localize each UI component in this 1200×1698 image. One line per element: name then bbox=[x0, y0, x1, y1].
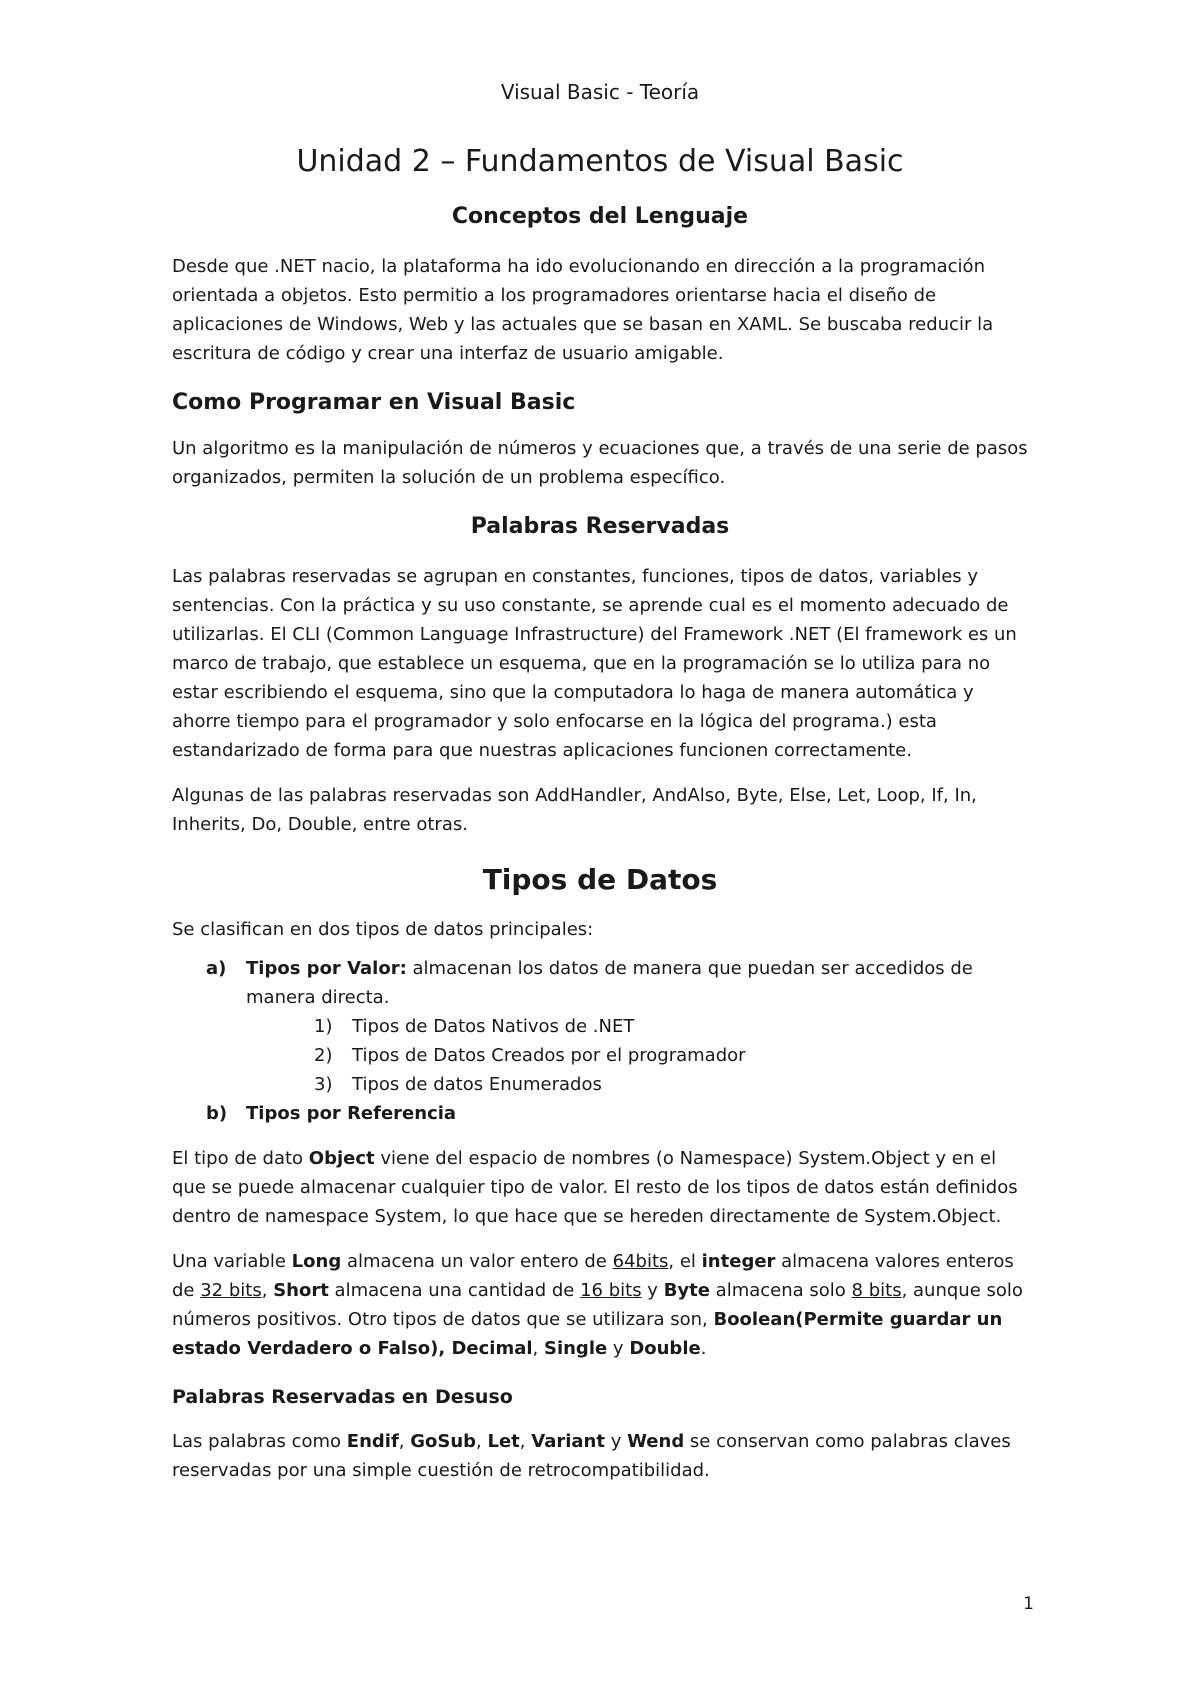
bold-run: Wend bbox=[627, 1431, 685, 1452]
text-run: . bbox=[700, 1338, 707, 1359]
paragraph-como-programar: Un algoritmo es la manipulación de números y ecuaciones que, a través de una serie de pasos organizados, permiten la solución de un problema específico. bbox=[172, 438, 1028, 488]
list-item-bold: Tipos por Referencia bbox=[246, 1103, 457, 1124]
text-run: , aunque solo números positivos. Otro tipos de datos que se utilizara son, bbox=[172, 1280, 1023, 1330]
underline-run: 8 bits bbox=[851, 1280, 902, 1301]
heading-conceptos: Conceptos del Lenguaje bbox=[451, 204, 749, 229]
list-marker: b) bbox=[206, 1103, 228, 1124]
paragraph-long bbox=[172, 1247, 1028, 1363]
text-run: almacena valores enteros de bbox=[172, 1251, 1014, 1301]
list-marker: 2) bbox=[314, 1045, 333, 1066]
bold-run: Byte bbox=[663, 1280, 710, 1301]
bold-run: GoSub bbox=[410, 1431, 477, 1452]
document-body bbox=[172, 78, 1028, 1485]
text-run: Las palabras como bbox=[172, 1431, 347, 1452]
text-run: , el bbox=[668, 1251, 702, 1272]
text-run: y bbox=[607, 1338, 630, 1359]
underline-run: 16 bits bbox=[580, 1280, 642, 1301]
bold-run: Single bbox=[543, 1338, 608, 1359]
bold-run: Object bbox=[308, 1148, 375, 1169]
list-item-bold: Tipos por Valor: bbox=[246, 958, 407, 979]
paragraph-object bbox=[172, 1144, 1028, 1231]
bold-run: Variant bbox=[531, 1431, 605, 1452]
running-header: Visual Basic - Teoría bbox=[500, 80, 700, 104]
bold-run: Double bbox=[629, 1338, 701, 1359]
text-run: , bbox=[476, 1431, 488, 1452]
bold-run: Decimal bbox=[451, 1338, 533, 1359]
list-subitem bbox=[172, 1012, 1028, 1041]
bold-run: integer bbox=[701, 1251, 776, 1272]
paragraph-tipos-intro: Se clasifican en dos tipos de datos principales: bbox=[172, 919, 594, 940]
list-item-text: Tipos de datos Enumerados bbox=[352, 1074, 602, 1095]
heading-palabras-reservadas: Palabras Reservadas bbox=[470, 514, 730, 539]
paragraph-desuso bbox=[172, 1427, 1028, 1485]
text-run: Una variable bbox=[172, 1251, 292, 1272]
bold-run: (Permite guardar un estado Verdadero o Falso), bbox=[172, 1309, 1003, 1359]
heading-desuso: Palabras Reservadas en Desuso bbox=[172, 1386, 513, 1408]
heading-como-programar: Como Programar en Visual Basic bbox=[172, 390, 576, 415]
paragraph-palabras-reservadas-1: Las palabras reservadas se agrupan en constantes, funciones, tipos de datos, variables y sentencias. Con la práctica y su uso constante, se aprende cual es el momento adecuado de utilizarlas. El CLI (Common Language Infrastructure) del Framework .NET (El framework es un marco de trabajo, que establece un esquema, que en la programación se lo utiliza para no estar escribiendo el esquema, sino que la computadora lo haga de manera automática y ahorre tiempo para el programador y solo enfocarse en la lógica del programa.) esta estandarizado de forma para que nuestras aplicaciones funcionen correctamente. bbox=[172, 566, 1017, 761]
list-item-text: Tipos de Datos Nativos de .NET bbox=[352, 1016, 635, 1037]
bold-run: Let bbox=[487, 1431, 520, 1452]
text-run: se conservan como palabras claves reservadas por una simple cuestión de retrocompatibilidad. bbox=[172, 1431, 1011, 1481]
list-item-text: almacenan los datos de manera que puedan ser accedidos de manera directa. bbox=[246, 958, 973, 1008]
text-run: almacena un valor entero de bbox=[341, 1251, 613, 1272]
text-run: , bbox=[398, 1431, 411, 1452]
text-run: y bbox=[641, 1280, 664, 1301]
bold-run: Endif bbox=[346, 1431, 399, 1452]
paragraph-palabras-reservadas-2: Algunas de las palabras reservadas son AddHandler, AndAlso, Byte, Else, Let, Loop, If, In, Inherits, Do, Double, entre otras. bbox=[172, 785, 977, 835]
text-run: viene del espacio de nombres (o Namespace) System.Object y en el que se puede almacenar cualquier tipo de valor. El resto de los tipos de datos están definidos dentro de namespace System, lo que hace que se hereden directamente de System.Object. bbox=[172, 1148, 1018, 1227]
list-item bbox=[172, 954, 1028, 1012]
document-title: Unidad 2 – Fundamentos de Visual Basic bbox=[296, 144, 904, 179]
heading-tipos-datos: Tipos de Datos bbox=[482, 863, 718, 896]
tipos-list bbox=[172, 954, 1028, 1128]
paragraph-conceptos: Desde que .NET nacio, la plataforma ha ido evolucionando en dirección a la programación orientada a objetos. Esto permitio a los programadores orientarse hacia el diseño de aplicaciones de Windows, Web y las actuales que se basan en XAML. Se buscaba reducir la escritura de código y crear una interfaz de usuario amigable. bbox=[172, 256, 994, 364]
list-marker: 3) bbox=[314, 1074, 333, 1095]
text-run: y bbox=[604, 1431, 628, 1452]
text-run: , bbox=[519, 1431, 532, 1452]
underline-run: 64bits bbox=[612, 1251, 669, 1272]
bold-run: Short bbox=[273, 1280, 329, 1301]
text-run: El tipo de dato bbox=[172, 1148, 309, 1169]
bold-run: Boolean bbox=[713, 1309, 796, 1330]
text-run: , bbox=[532, 1338, 544, 1359]
list-subitem bbox=[172, 1041, 1028, 1070]
bold-run: Long bbox=[291, 1251, 342, 1272]
text-run: almacena solo bbox=[709, 1280, 852, 1301]
page-number: 1 bbox=[1023, 1594, 1034, 1614]
underline-run: 32 bits bbox=[200, 1280, 262, 1301]
list-item bbox=[172, 1099, 1028, 1128]
text-run: , bbox=[261, 1280, 274, 1301]
list-item-text: Tipos de Datos Creados por el programador bbox=[352, 1045, 746, 1066]
text-run: almacena una cantidad de bbox=[328, 1280, 581, 1301]
list-marker: 1) bbox=[314, 1016, 333, 1037]
list-subitem bbox=[172, 1070, 1028, 1099]
list-marker: a) bbox=[206, 958, 227, 979]
